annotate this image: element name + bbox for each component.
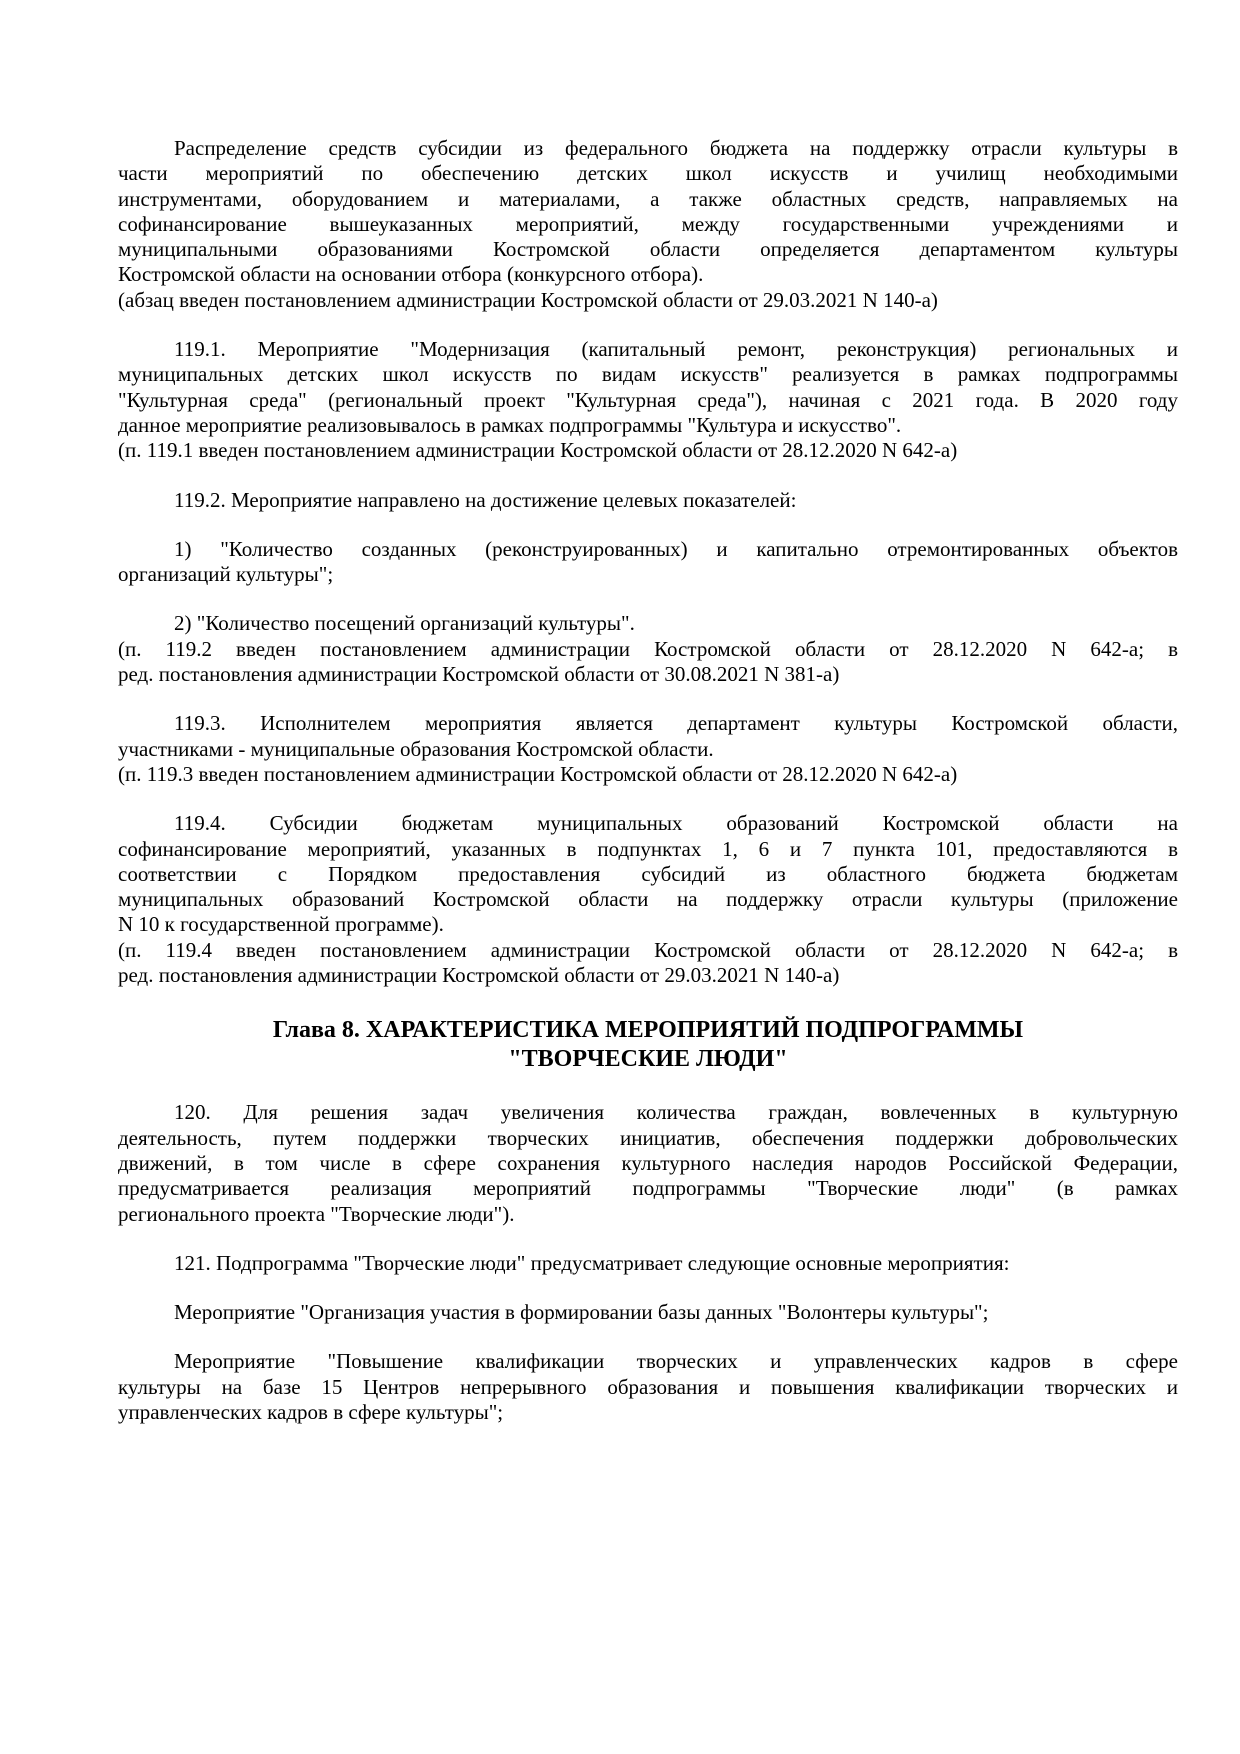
text-line: (п. 119.1 введен постановлением администрации Костромской области от 28.12.2020 N 642-а) [118, 438, 958, 463]
amendment-note [118, 438, 1178, 463]
paragraph [118, 611, 1178, 636]
text-line: соответствии с Порядком предоставления субсидий из областного бюджета бюджетам [118, 861, 1178, 886]
text-line: 119.1. Мероприятие "Модернизация (капитальный ремонт, реконструкция) региональных и [174, 337, 1178, 362]
document-page [118, 136, 1178, 1449]
text-line: части мероприятий по обеспечению детских школ искусств и училищ необходимыми [118, 161, 1178, 186]
paragraph [118, 811, 1178, 937]
amendment-note [118, 637, 1178, 688]
heading-line: "ТВОРЧЕСКИЕ ЛЮДИ" [508, 1046, 788, 1073]
amendment-note [118, 938, 1178, 989]
text-line: Мероприятие "Повышение квалификации творческих и управленческих кадров в сфере [174, 1349, 1178, 1374]
text-line: 2) "Количество посещений организаций культуры". [174, 611, 635, 636]
text-line: регионального проекта "Творческие люди"). [118, 1201, 515, 1226]
text-line: (п. 119.2 введен постановлением администрации Костромской области от 28.12.2020 N 642-а; в [118, 636, 1178, 661]
text-line: 120. Для решения задач увеличения количества граждан, вовлеченных в культурную [174, 1100, 1178, 1125]
text-line: (п. 119.4 введен постановлением администрации Костромской области от 28.12.2020 N 642-а; в [118, 937, 1178, 962]
text-line: ред. постановления администрации Костромской области от 29.03.2021 N 140-а) [118, 963, 840, 988]
text-line: данное мероприятие реализовывалось в рамках подпрограммы "Культура и искусство". [118, 412, 902, 437]
text-line: софинансирование мероприятий, указанных в подпунктах 1, 6 и 7 пункта 101, предоставляются в [118, 836, 1178, 861]
paragraph [118, 136, 1178, 288]
amendment-note [118, 288, 1178, 313]
text-line: 119.4. Субсидии бюджетам муниципальных образований Костромской области на [174, 811, 1178, 836]
text-line: 121. Подпрограмма "Творческие люди" предусматривает следующие основные мероприятия: [174, 1250, 1010, 1275]
text-line: Костромской области на основании отбора (конкурсного отбора). [118, 262, 704, 287]
paragraph [118, 1300, 1178, 1325]
text-line: "Культурная среда" (региональный проект "Культурная среда"), начиная с 2021 года. В 2020 году [118, 387, 1178, 412]
text-line: 119.3. Исполнителем мероприятия является департамент культуры Костромской области, [174, 711, 1178, 736]
paragraph [118, 1100, 1178, 1226]
text-line: организаций культуры"; [118, 562, 334, 587]
paragraph [118, 337, 1178, 438]
amendment-note [118, 762, 1178, 787]
text-line: участниками - муниципальные образования Костромской области. [118, 736, 714, 761]
text-line: муниципальными образованиями Костромской области определяется департаментом культуры [118, 237, 1178, 262]
text-line: деятельность, путем поддержки творческих инициатив, обеспечения поддержки добровольческих [118, 1125, 1178, 1150]
text-line: ред. постановления администрации Костромской области от 30.08.2021 N 381-а) [118, 662, 840, 687]
text-line: предусматривается реализация мероприятий подпрограммы "Творческие люди" (в рамках [118, 1176, 1178, 1201]
text-line: 1) "Количество созданных (реконструированных) и капитально отремонтированных объектов [174, 536, 1178, 561]
text-line: муниципальных образований Костромской области на поддержку отрасли культуры (приложение [118, 887, 1178, 912]
text-line: (абзац введен постановлением администрации Костромской области от 29.03.2021 N 140-а) [118, 287, 938, 312]
text-line: софинансирование вышеуказанных мероприятий, между государственными учреждениями и [118, 211, 1178, 236]
text-line: управленческих кадров в сфере культуры"; [118, 1399, 504, 1424]
text-line: движений, в том числе в сфере сохранения культурного наследия народов Российской Федерации, [118, 1150, 1178, 1175]
paragraph [118, 711, 1178, 762]
heading-line: Глава 8. ХАРАКТЕРИСТИКА МЕРОПРИЯТИЙ ПОДПРОГРАММЫ [272, 1017, 1024, 1044]
paragraph [118, 1251, 1178, 1276]
text-line: 119.2. Мероприятие направлено на достижение целевых показателей: [174, 487, 797, 512]
paragraph [118, 488, 1178, 513]
text-line: N 10 к государственной программе). [118, 912, 444, 937]
text-line: культуры на базе 15 Центров непрерывного образования и повышения квалификации творческих и [118, 1374, 1178, 1399]
text-line: инструментами, оборудованием и материалами, а также областных средств, направляемых на [118, 186, 1178, 211]
paragraph [118, 1349, 1178, 1425]
chapter-heading [118, 1016, 1178, 1074]
text-line: Распределение средств субсидии из федерального бюджета на поддержку отрасли культуры в [174, 136, 1178, 160]
paragraph [118, 537, 1178, 588]
text-line: муниципальных детских школ искусств по видам искусств" реализуется в рамках подпрограммы [118, 362, 1178, 387]
text-line: Мероприятие "Организация участия в формировании базы данных "Волонтеры культуры"; [174, 1300, 989, 1325]
text-line: (п. 119.3 введен постановлением администрации Костромской области от 28.12.2020 N 642-а) [118, 761, 958, 786]
